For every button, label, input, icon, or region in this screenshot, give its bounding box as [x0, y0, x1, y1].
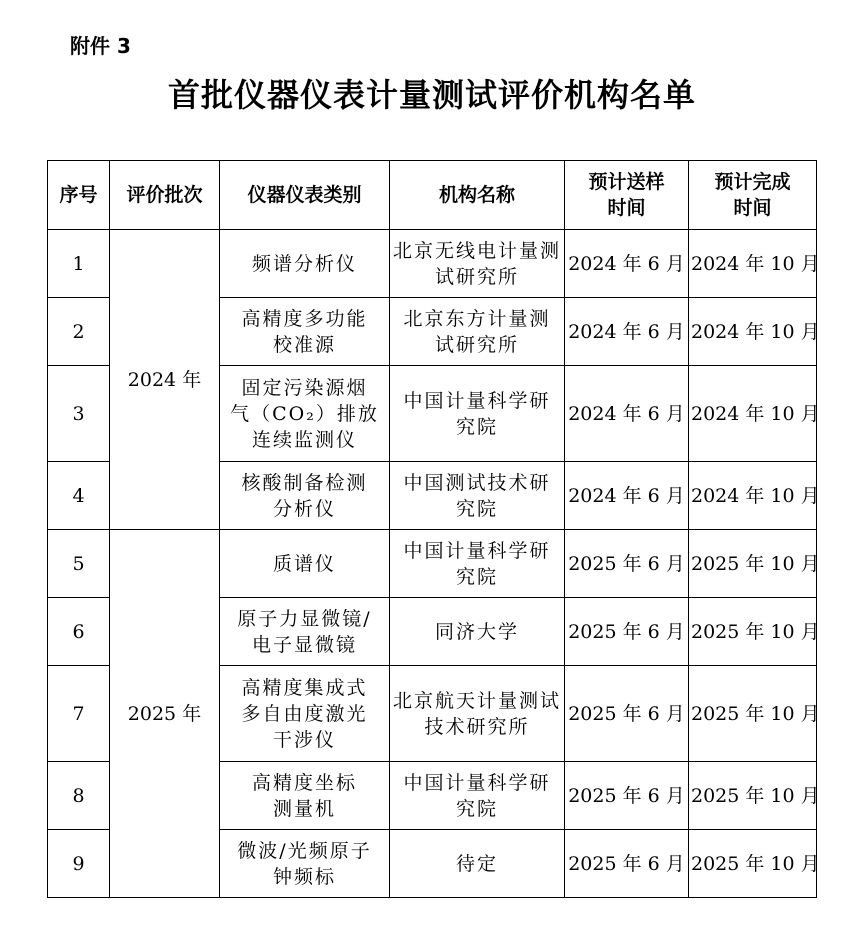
row-number: 1 — [48, 230, 110, 298]
send-time-cell: 2024 年 6 月 — [565, 462, 689, 530]
category-line: 钟频标 — [272, 865, 336, 888]
category-line: 高精度多功能 — [241, 307, 368, 330]
done-time-cell: 2025 年 10 月 — [689, 666, 817, 762]
send-time-cell: 2024 年 6 月 — [565, 230, 689, 298]
send-time-cell: 2025 年 6 月 — [565, 666, 689, 762]
send-time-cell: 2025 年 6 月 — [565, 598, 689, 666]
org-line: 同济大学 — [434, 620, 519, 643]
category-line: 频谱分析仪 — [251, 252, 357, 275]
done-time-cell: 2024 年 10 月 — [689, 298, 817, 366]
header-done-time — [689, 161, 817, 230]
org-line: 北京东方计量测 — [403, 307, 551, 330]
category-line: 核酸制备检测 — [241, 471, 368, 494]
done-time-cell: 2024 年 10 月 — [689, 462, 817, 530]
org-cell — [390, 366, 565, 462]
org-line: 究院 — [455, 415, 498, 438]
header-no: 序号 — [48, 161, 110, 230]
org-line: 北京航天计量测试 — [392, 689, 561, 712]
document-title: 首批仪器仪表计量测试评价机构名单 — [167, 76, 696, 114]
org-line: 试研究所 — [434, 333, 519, 356]
category-line: 电子显微镜 — [251, 633, 357, 656]
category-cell — [220, 230, 390, 298]
org-cell — [390, 530, 565, 598]
category-cell — [220, 762, 390, 830]
header-category: 仪器仪表类别 — [220, 161, 390, 230]
send-time-cell: 2025 年 6 月 — [565, 830, 689, 898]
header-org: 机构名称 — [390, 161, 565, 230]
category-cell — [220, 530, 390, 598]
category-line: 分析仪 — [272, 497, 336, 520]
institution-list-table — [47, 160, 820, 898]
category-cell — [220, 366, 390, 462]
header-send-line-2: 时间 — [607, 197, 646, 219]
category-line: 固定污染源烟 — [241, 376, 368, 399]
org-line: 中国测试技术研 — [403, 471, 551, 494]
org-line: 试研究所 — [434, 265, 519, 288]
category-line: 连续监测仪 — [251, 428, 357, 451]
batch-cell: 2025 年 — [110, 530, 220, 898]
category-line: 测量机 — [272, 797, 336, 820]
row-number: 5 — [48, 530, 110, 598]
org-line: 技术研究所 — [424, 715, 530, 738]
table-header-row — [48, 161, 817, 230]
category-line: 微波/光频原子 — [237, 839, 372, 862]
category-line: 高精度坐标 — [251, 771, 357, 794]
row-number: 9 — [48, 830, 110, 898]
done-time-cell: 2025 年 10 月 — [689, 762, 817, 830]
category-line: 质谱仪 — [272, 552, 336, 575]
category-cell — [220, 598, 390, 666]
table-body — [48, 230, 820, 898]
org-line: 究院 — [455, 497, 498, 520]
row-number: 4 — [48, 462, 110, 530]
done-time-cell: 2024 年 10 月 — [689, 366, 817, 462]
org-line: 待定 — [455, 852, 498, 875]
org-line: 北京无线电计量测 — [392, 239, 561, 262]
header-done-line-2: 时间 — [733, 197, 772, 219]
header-batch: 评价批次 — [110, 161, 220, 230]
row-number: 6 — [48, 598, 110, 666]
send-time-cell: 2024 年 6 月 — [565, 366, 689, 462]
org-cell — [390, 298, 565, 366]
org-line: 中国计量科学研 — [403, 771, 551, 794]
category-cell — [220, 462, 390, 530]
org-line: 中国计量科学研 — [403, 539, 551, 562]
org-line: 究院 — [455, 797, 498, 820]
done-time-cell: 2025 年 10 月 — [689, 598, 817, 666]
category-line: 校准源 — [272, 333, 336, 356]
row-number: 8 — [48, 762, 110, 830]
category-cell — [220, 298, 390, 366]
category-line: 多自由度激光 — [241, 702, 368, 725]
org-line: 中国计量科学研 — [403, 389, 551, 412]
org-cell — [390, 230, 565, 298]
table-row — [48, 530, 817, 598]
row-number: 3 — [48, 366, 110, 462]
category-line: 高精度集成式 — [241, 676, 368, 699]
category-cell — [220, 830, 390, 898]
done-time-cell: 2025 年 10 月 — [689, 530, 817, 598]
send-time-cell: 2024 年 6 月 — [565, 298, 689, 366]
table-row — [48, 230, 817, 298]
batch-cell: 2024 年 — [110, 230, 220, 530]
org-cell — [390, 598, 565, 666]
category-line: 原子力显微镜/ — [237, 607, 372, 630]
attachment-label: 附件 3 — [70, 34, 131, 58]
row-number: 2 — [48, 298, 110, 366]
category-cell — [220, 666, 390, 762]
send-time-cell: 2025 年 6 月 — [565, 762, 689, 830]
done-time-cell: 2025 年 10 月 — [689, 830, 817, 898]
org-cell — [390, 830, 565, 898]
org-cell — [390, 666, 565, 762]
org-line: 究院 — [455, 565, 498, 588]
category-line: 干涉仪 — [272, 728, 336, 751]
row-number: 7 — [48, 666, 110, 762]
org-cell — [390, 462, 565, 530]
org-cell — [390, 762, 565, 830]
send-time-cell: 2025 年 6 月 — [565, 530, 689, 598]
header-done-line-1: 预计完成 — [714, 171, 791, 193]
header-send-time — [565, 161, 689, 230]
done-time-cell: 2024 年 10 月 — [689, 230, 817, 298]
category-line: 气（CO₂）排放 — [230, 402, 379, 425]
header-send-line-1: 预计送样 — [588, 171, 665, 193]
